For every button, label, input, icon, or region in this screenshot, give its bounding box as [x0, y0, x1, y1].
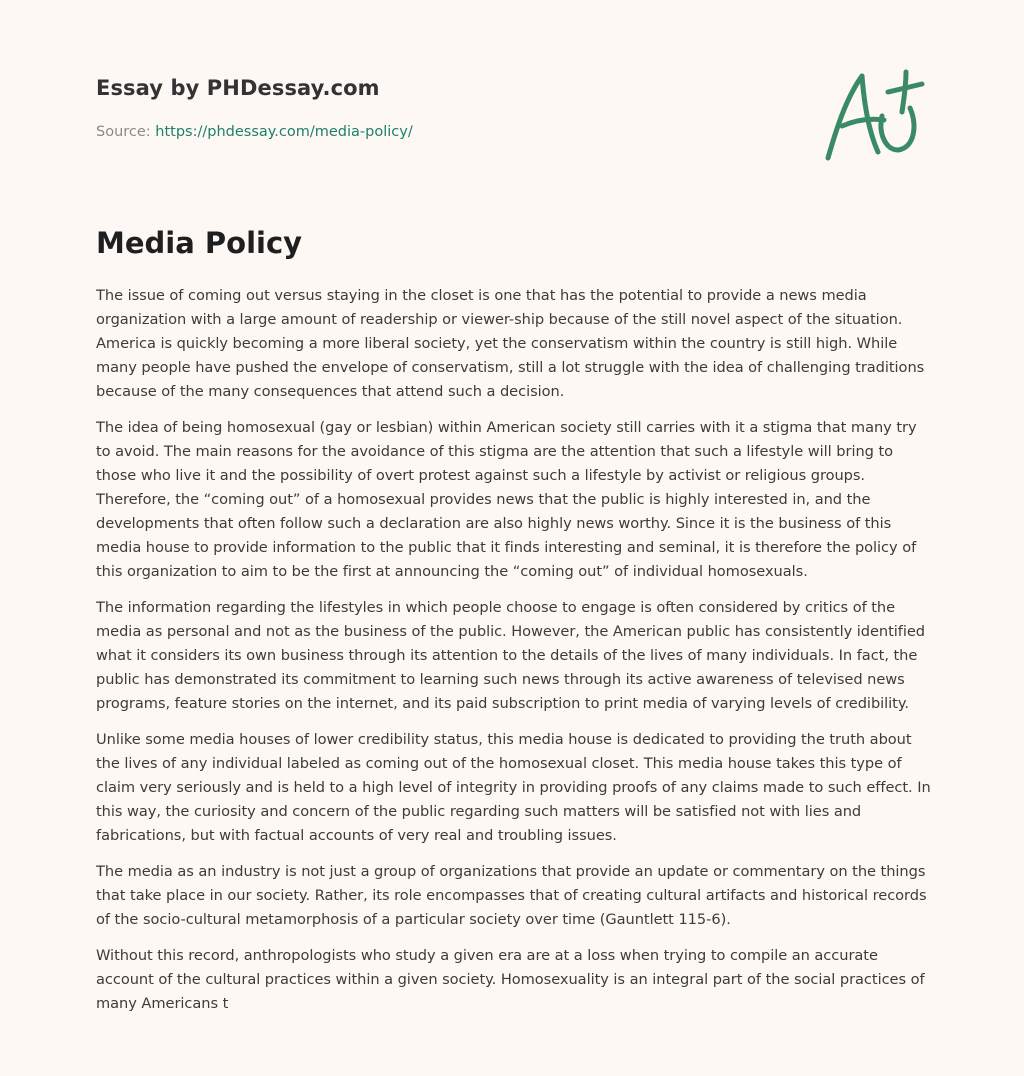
a-plus-logo-icon [822, 68, 926, 164]
essay-paragraph: The media as an industry is not just a group of organizations that provide an update or commentary on the things that take place in our society. Rather, its role encompasses that of creating cultural artifacts and historical records of the socio-cultural metamorphosis of a particular society over time (Gauntlett 115-6). [96, 863, 927, 928]
brand-title: Essay by PHDessay.com [96, 76, 380, 100]
essay-paragraph: Without this record, anthropologists who study a given era are at a loss when trying to compile an accurate account of the cultural practices within a given society. Homosexuality is an integral part of the social practices of many Americans t [96, 947, 925, 1012]
essay-paragraph: The issue of coming out versus staying in the closet is one that has the potential to provide a news media organization with a large amount of readership or viewer-ship because of the still novel aspect of the situation. America is quickly becoming a more liberal society, yet the conservatism within the country is still high. While many people have pushed the envelope of conservatism, still a lot struggle with the idea of challenging traditions because of the many consequences that attend such a decision. [96, 287, 925, 400]
source-line [96, 124, 413, 140]
essay-header [96, 0, 928, 190]
essay-body [96, 284, 932, 1028]
essay-paragraph: The idea of being homosexual (gay or lesbian) within American society still carries with it a stigma that many try to avoid. The main reasons for the avoidance of this stigma are the attention that such a lifestyle will bring to those who live it and the possibility of overt protest against such a lifestyle by activist or religious groups. Therefore, the “coming out” of a homosexual provides news that the public is highly interested in, and the developments that often follow such a declaration are also highly news worthy. Since it is the business of this media house to provide information to the public that it finds interesting and seminal, it is therefore the policy of this organization to aim to be the first at announcing the “coming out” of individual homosexuals. [96, 419, 917, 580]
essay-paragraph: The information regarding the lifestyles in which people choose to engage is often considered by critics of the media as personal and not as the business of the public. However, the American public has consistently identified what it considers its own business through its attention to the details of the lives of many individuals. In fact, the public has demonstrated its commitment to learning such news through its active awareness of televised news programs, feature stories on the internet, and its paid subscription to print media of varying levels of credibility. [96, 599, 926, 712]
source-link[interactable]: https://phdessay.com/media-policy/ [155, 124, 413, 140]
source-label: Source: [96, 124, 156, 140]
essay-paragraph: Unlike some media houses of lower credibility status, this media house is dedicated to providing the truth about the lives of any individual labeled as coming out of the homosexual closet. This media house takes this type of claim very seriously and is held to a high level of integrity in providing proofs of any claims made to such effect. In this way, the curiosity and concern of the public regarding such matters will be satisfied not with lies and fabrications, but with factual accounts of very real and troubling issues. [96, 731, 931, 844]
essay-title: Media Policy [96, 226, 303, 260]
